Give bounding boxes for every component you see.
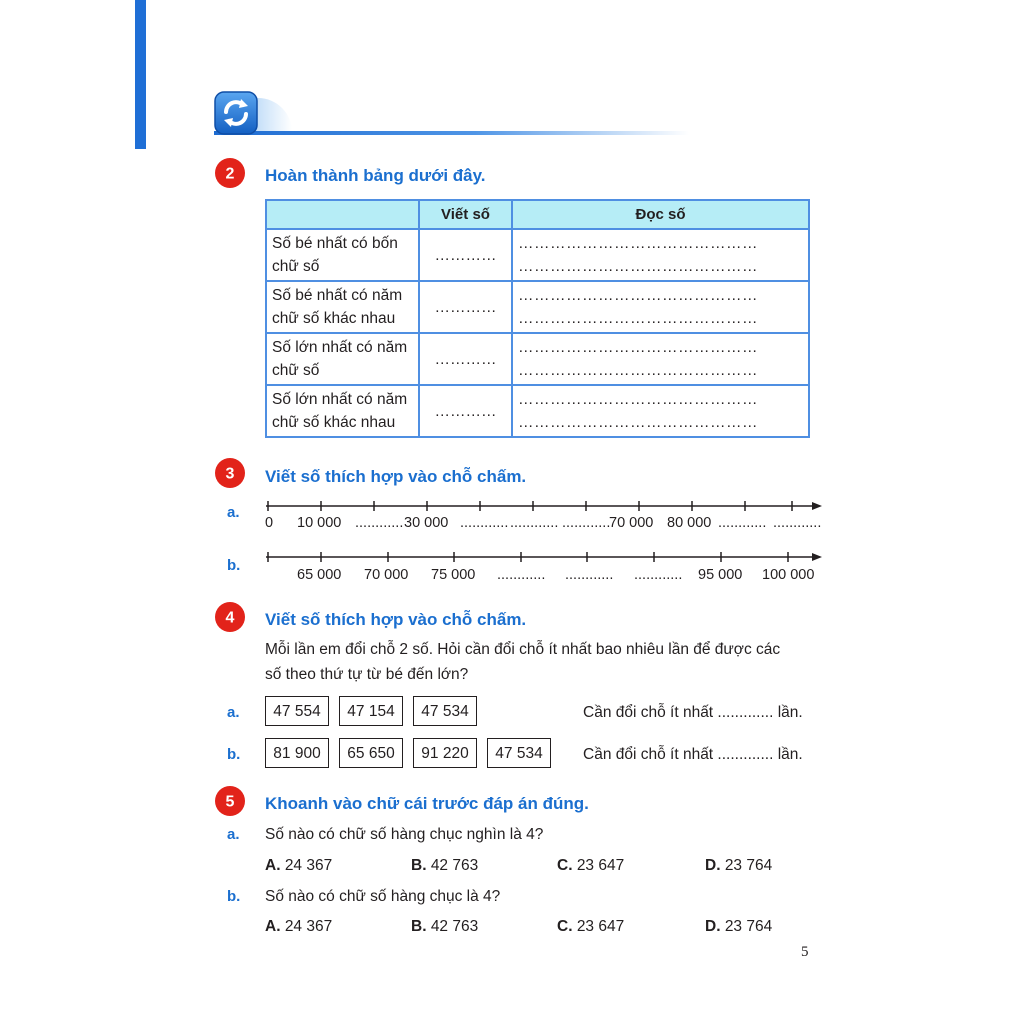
- write-number-blank[interactable]: …………: [419, 281, 512, 333]
- svg-text:4: 4: [225, 609, 235, 627]
- question-3-title: Viết số thích hợp vào chỗ chấm.: [265, 467, 527, 486]
- q4-b-answer-line[interactable]: Cần đổi chỗ ít nhất ............. lần.: [583, 746, 803, 763]
- number-line-a: [262, 498, 822, 514]
- question-5-badge: [214, 785, 246, 817]
- question-2-badge: [214, 157, 246, 189]
- q3-part-a-letter: a.: [227, 504, 240, 521]
- header-underline: [214, 131, 689, 135]
- answer-option[interactable]: B. 42 763: [411, 918, 479, 935]
- tick-label: 100 000: [762, 567, 815, 583]
- table-row: [266, 281, 809, 333]
- row-label: Số bé nhất có bốn chữ số: [266, 229, 419, 281]
- number-table: [265, 199, 810, 438]
- table-header-read: Đọc số: [512, 200, 809, 229]
- row-label: Số lớn nhất có năm chữ số khác nhau: [266, 385, 419, 437]
- svg-text:2: 2: [225, 165, 235, 183]
- page-number: 5: [801, 944, 809, 960]
- answer-option[interactable]: A. 24 367: [265, 918, 333, 935]
- tick-label: 75 000: [431, 567, 476, 583]
- answer-option[interactable]: A. 24 367: [265, 857, 333, 874]
- answer-option[interactable]: B. 42 763: [411, 857, 479, 874]
- tick-blank[interactable]: ............: [565, 567, 614, 583]
- number-card: 47 534: [487, 738, 551, 768]
- refresh-icon: [214, 91, 258, 135]
- tick-label: 70 000: [609, 515, 654, 531]
- number-card: 65 650: [339, 738, 403, 768]
- tick-blank[interactable]: ............: [718, 515, 767, 531]
- question-4-description: Mỗi lần em đổi chỗ 2 số. Hỏi cần đổi chỗ ít nhất bao nhiêu lần để được các: [265, 641, 781, 658]
- read-number-blank[interactable]: ……………………………………… ………………………………………: [512, 281, 809, 333]
- answer-option[interactable]: D. 23 764: [705, 857, 773, 874]
- tick-label: 0: [265, 515, 274, 531]
- q5-part-b-letter: b.: [227, 888, 241, 905]
- q4-b-number-boxes: [265, 738, 555, 770]
- answer-option[interactable]: D. 23 764: [705, 918, 773, 935]
- number-card: 47 154: [339, 696, 403, 726]
- q4-a-answer-line[interactable]: Cần đổi chỗ ít nhất ............. lần.: [583, 704, 803, 721]
- table-header-write: Viết số: [419, 200, 512, 229]
- tick-label: 10 000: [297, 515, 342, 531]
- question-5-title: Khoanh vào chữ cái trước đáp án đúng.: [265, 794, 589, 813]
- table-row: [266, 229, 809, 281]
- tick-blank[interactable]: ............: [562, 515, 611, 531]
- svg-text:3: 3: [225, 465, 235, 483]
- tick-label: 65 000: [297, 567, 342, 583]
- q5-part-a-letter: a.: [227, 826, 240, 843]
- row-label: Số lớn nhất có năm chữ số: [266, 333, 419, 385]
- read-number-blank[interactable]: ……………………………………… ………………………………………: [512, 229, 809, 281]
- tick-blank[interactable]: ............: [460, 515, 509, 531]
- q4-part-b-letter: b.: [227, 746, 241, 763]
- question-4-title: Viết số thích hợp vào chỗ chấm.: [265, 610, 527, 629]
- table-header-row: [266, 200, 809, 229]
- svg-text:5: 5: [225, 793, 235, 811]
- number-card: 47 534: [413, 696, 477, 726]
- question-3-badge: [214, 457, 246, 489]
- tick-blank[interactable]: ............: [510, 515, 559, 531]
- write-number-blank[interactable]: …………: [419, 385, 512, 437]
- tick-label: 80 000: [667, 515, 712, 531]
- write-number-blank[interactable]: …………: [419, 229, 512, 281]
- tick-label: 95 000: [698, 567, 743, 583]
- number-card: 47 554: [265, 696, 329, 726]
- tick-blank[interactable]: ............: [497, 567, 546, 583]
- question-4-description: số theo thứ tự từ bé đến lớn?: [265, 666, 469, 683]
- tick-blank[interactable]: ............: [355, 515, 404, 531]
- question-4-badge: [214, 601, 246, 633]
- q4-a-number-boxes: [265, 696, 495, 728]
- q5-a-question: Số nào có chữ số hàng chục nghìn là 4?: [265, 826, 544, 843]
- number-card: 81 900: [265, 738, 329, 768]
- q3-part-b-letter: b.: [227, 557, 241, 574]
- q5-b-question: Số nào có chữ số hàng chục là 4?: [265, 888, 501, 905]
- row-label: Số bé nhất có năm chữ số khác nhau: [266, 281, 419, 333]
- question-2-title: Hoàn thành bảng dưới đây.: [265, 166, 486, 185]
- number-card: 91 220: [413, 738, 477, 768]
- tick-label: 70 000: [364, 567, 409, 583]
- sidebar-accent-bar: [135, 0, 146, 149]
- table-row: [266, 333, 809, 385]
- tick-blank[interactable]: ............: [773, 515, 822, 531]
- q4-part-a-letter: a.: [227, 704, 240, 721]
- tick-blank[interactable]: ............: [634, 567, 683, 583]
- read-number-blank[interactable]: ……………………………………… ………………………………………: [512, 385, 809, 437]
- tick-label: 30 000: [404, 515, 449, 531]
- read-number-blank[interactable]: ……………………………………… ………………………………………: [512, 333, 809, 385]
- answer-option[interactable]: C. 23 647: [557, 857, 625, 874]
- write-number-blank[interactable]: …………: [419, 333, 512, 385]
- answer-option[interactable]: C. 23 647: [557, 918, 625, 935]
- number-line-b: [262, 549, 822, 565]
- table-row: [266, 385, 809, 437]
- table-header-empty: [266, 200, 419, 229]
